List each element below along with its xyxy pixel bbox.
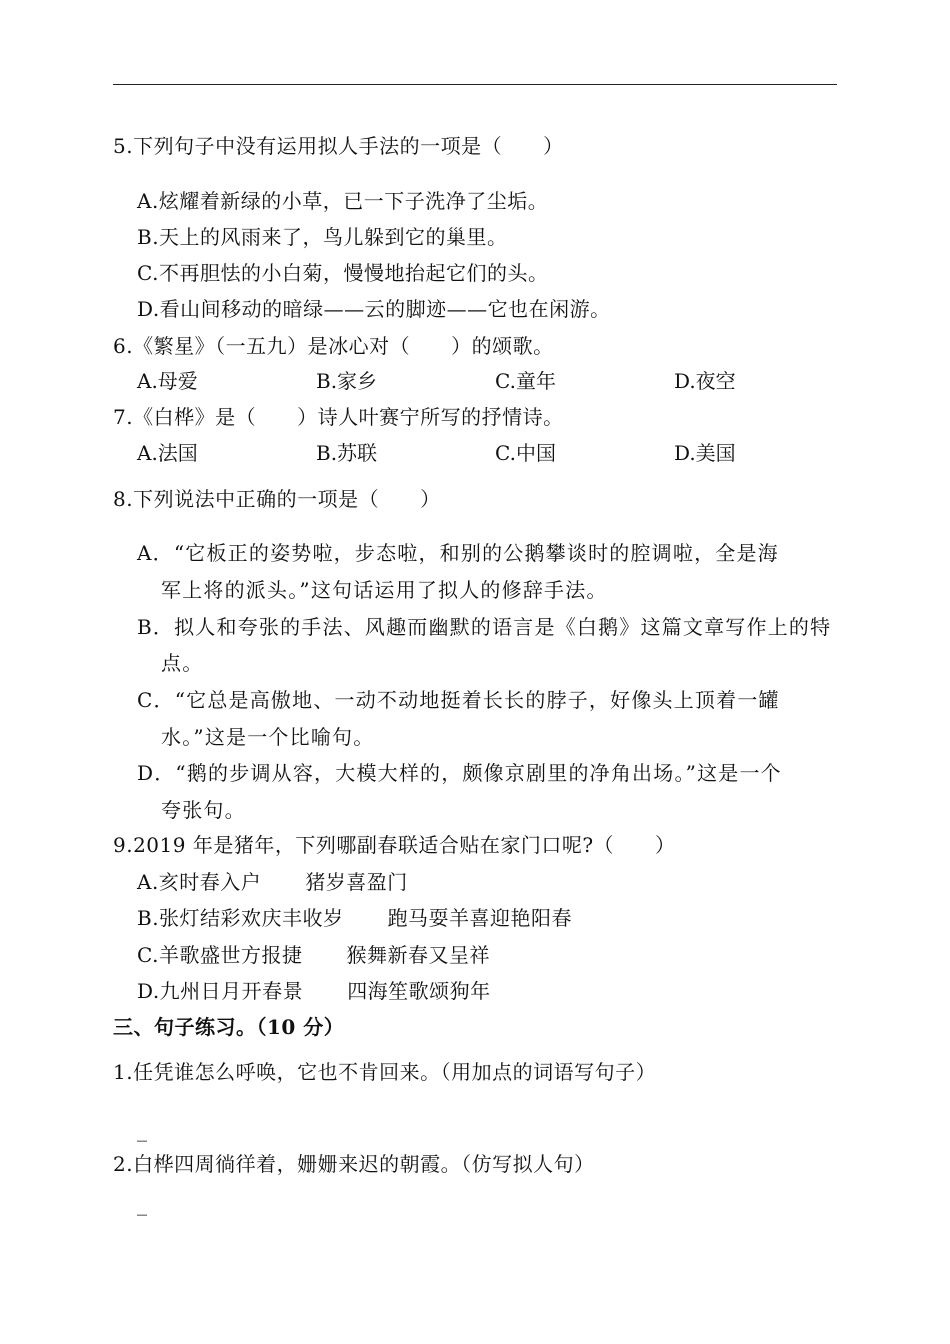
q9-option-d (137, 979, 491, 1003)
q6-option-d: D.夜空 (674, 369, 736, 393)
q5-option-c: C.不再胆怯的小白菊，慢慢地抬起它们的头。 (137, 261, 549, 285)
q9-option-a-second: 猪岁喜盈门 (305, 870, 408, 894)
section3-q1-answer-blank[interactable]: _ (137, 1118, 148, 1142)
q5-option-d: D.看山间移动的暗绿——云的脚迹——它也在闲游。 (137, 297, 611, 321)
q8-option-d-line1: D．“鹅的步调从容，大模大样的，颇像京剧里的净角出场。”这是一个 (137, 761, 782, 785)
q8-option-c-line2: 水。”这是一个比喻句。 (161, 725, 375, 749)
q5-stem: 5.下列句子中没有运用拟人手法的一项是（ ） (113, 134, 564, 158)
q8-option-c-line1: C．“它总是高傲地、一动不动地挺着长长的脖子，好像头上顶着一罐 (137, 688, 780, 712)
q7-option-c: C.中国 (495, 441, 556, 465)
q7-option-a: A.法国 (137, 441, 198, 465)
q9-option-b-second: 跑马耍羊喜迎艳阳春 (387, 906, 573, 930)
q9-option-c-second: 猴舞新春又呈祥 (346, 943, 490, 967)
q5-option-a: A.炫耀着新绿的小草，已一下子洗净了尘垢。 (137, 189, 549, 213)
q6-option-c: C.童年 (495, 369, 556, 393)
q9-stem: 9.2019 年是猪年，下列哪副春联适合贴在家门口呢?（ ） (113, 833, 676, 857)
q7-stem: 7.《白桦》是（ ）诗人叶赛宁所写的抒情诗。 (113, 405, 564, 429)
q9-option-d-first: D.九州日月开春景 (137, 979, 304, 1003)
q9-option-c (137, 943, 490, 967)
q8-option-a-line1: A．“它板正的姿势啦，步态啦，和别的公鹅攀谈时的腔调啦，全是海 (137, 541, 779, 565)
q6-option-a: A.母爱 (137, 369, 198, 393)
q7-option-d: D.美国 (674, 441, 736, 465)
section3-q1: 1.任凭谁怎么呼唤，它也不肯回来。（用加点的词语写句子） (113, 1060, 657, 1084)
q9-option-a (137, 870, 408, 894)
q8-option-b-line2: 点。 (161, 651, 204, 675)
section3-q2: 2.白桦四周徜徉着，姗姗来迟的朝霞。（仿写拟人句） (113, 1152, 595, 1176)
q7-option-b: B.苏联 (316, 441, 378, 465)
section3-title: 三、句子练习。（10 分） (113, 1015, 345, 1039)
q8-option-a-line2: 军上将的派头。”这句话运用了拟人的修辞手法。 (161, 578, 608, 602)
q8-option-b-line1: B．拟人和夸张的手法、风趣而幽默的语言是《白鹅》这篇文章写作上的特 (137, 615, 832, 639)
section3-q2-answer-blank[interactable]: _ (137, 1192, 148, 1216)
q6-stem: 6.《繁星》（一五九）是冰心对（ ）的颂歌。 (113, 334, 554, 358)
q6-option-b: B.家乡 (316, 369, 378, 393)
q5-option-b: B.天上的风雨来了，鸟儿躲到它的巢里。 (137, 225, 508, 249)
q9-option-c-first: C.羊歌盛世方报捷 (137, 943, 303, 967)
q9-option-b (137, 906, 572, 930)
q9-option-d-second: 四海笙歌颂狗年 (347, 979, 491, 1003)
q8-stem: 8.下列说法中正确的一项是（ ） (113, 487, 441, 511)
q9-option-a-first: A.亥时春入户 (137, 870, 262, 894)
q9-option-b-first: B.张灯结彩欢庆丰收岁 (137, 906, 344, 930)
q8-option-d-line2: 夸张句。 (161, 798, 246, 822)
header-rule (113, 84, 837, 85)
